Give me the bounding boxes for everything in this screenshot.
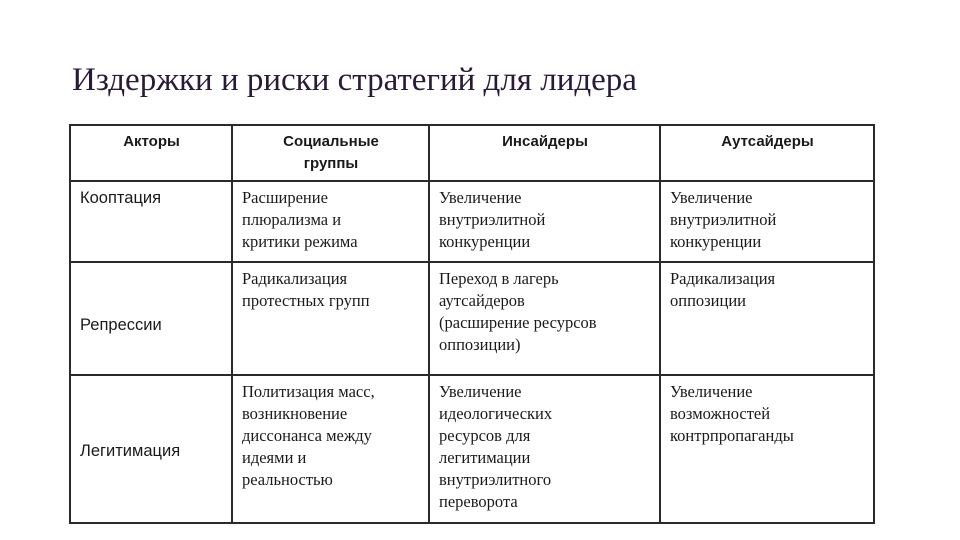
- table-header-row: [70, 125, 874, 181]
- actor-cell: Легитимация: [70, 375, 232, 523]
- cell-line: ресурсов для: [439, 426, 531, 445]
- cell-line: идеологических: [439, 404, 553, 423]
- social-cell: [232, 262, 429, 375]
- cell-line: Увеличение: [670, 188, 753, 207]
- cell-line: конкуренции: [670, 232, 762, 251]
- cell-line: Радикализация: [242, 269, 348, 288]
- cell-line: идеями и: [242, 448, 307, 467]
- cell-line: (расширение ресурсов: [439, 313, 597, 332]
- social-cell: [232, 375, 429, 523]
- insiders-cell: [429, 375, 660, 523]
- header-insiders: Инсайдеры: [429, 125, 660, 181]
- cell-line: Переход в лагерь: [439, 269, 559, 288]
- header-social-groups-line: Социальные: [283, 133, 379, 150]
- social-cell: [232, 181, 429, 262]
- header-social-groups-line: группы: [303, 155, 359, 172]
- insiders-cell: [429, 262, 660, 375]
- cell-line: Увеличение: [670, 382, 753, 401]
- header-social-groups: [232, 125, 429, 181]
- cell-line: внутриэлитной: [670, 210, 777, 229]
- actor-cell: Кооптация: [70, 181, 232, 262]
- cell-line: диссонанса между: [242, 426, 372, 445]
- header-actors: Акторы: [70, 125, 232, 181]
- cell-line: легитимации: [439, 448, 531, 467]
- cell-line: критики режима: [242, 232, 358, 251]
- cell-line: Расширение: [242, 188, 328, 207]
- cell-line: конкуренции: [439, 232, 531, 251]
- cell-line: плюрализма и: [242, 210, 342, 229]
- outsiders-cell: [660, 262, 874, 375]
- cell-line: возможностей: [670, 404, 771, 423]
- table-row-repression: [70, 262, 874, 375]
- cell-line: аутсайдеров: [439, 291, 525, 310]
- slide-title: Издержки и риски стратегий для лидера: [72, 62, 637, 98]
- strategy-risk-table: [69, 124, 875, 524]
- table-row-legitimation: [70, 375, 874, 523]
- cell-line: оппозиции): [439, 335, 521, 354]
- outsiders-cell: [660, 181, 874, 262]
- table-row-cooptation: [70, 181, 874, 262]
- header-outsiders: Аутсайдеры: [660, 125, 874, 181]
- cell-line: Политизация масс,: [242, 382, 375, 401]
- cell-line: реальностью: [242, 470, 333, 489]
- cell-line: переворота: [439, 492, 518, 511]
- cell-line: внутриэлитной: [439, 210, 546, 229]
- cell-line: протестных групп: [242, 291, 370, 310]
- cell-line: Увеличение: [439, 188, 522, 207]
- cell-line: внутриэлитного: [439, 470, 552, 489]
- cell-line: контрпропаганды: [670, 426, 794, 445]
- cell-line: возникновение: [242, 404, 348, 423]
- cell-line: Радикализация: [670, 269, 776, 288]
- cell-line: оппозиции: [670, 291, 746, 310]
- outsiders-cell: [660, 375, 874, 523]
- actor-cell: Репрессии: [70, 262, 232, 375]
- cell-line: Увеличение: [439, 382, 522, 401]
- insiders-cell: [429, 181, 660, 262]
